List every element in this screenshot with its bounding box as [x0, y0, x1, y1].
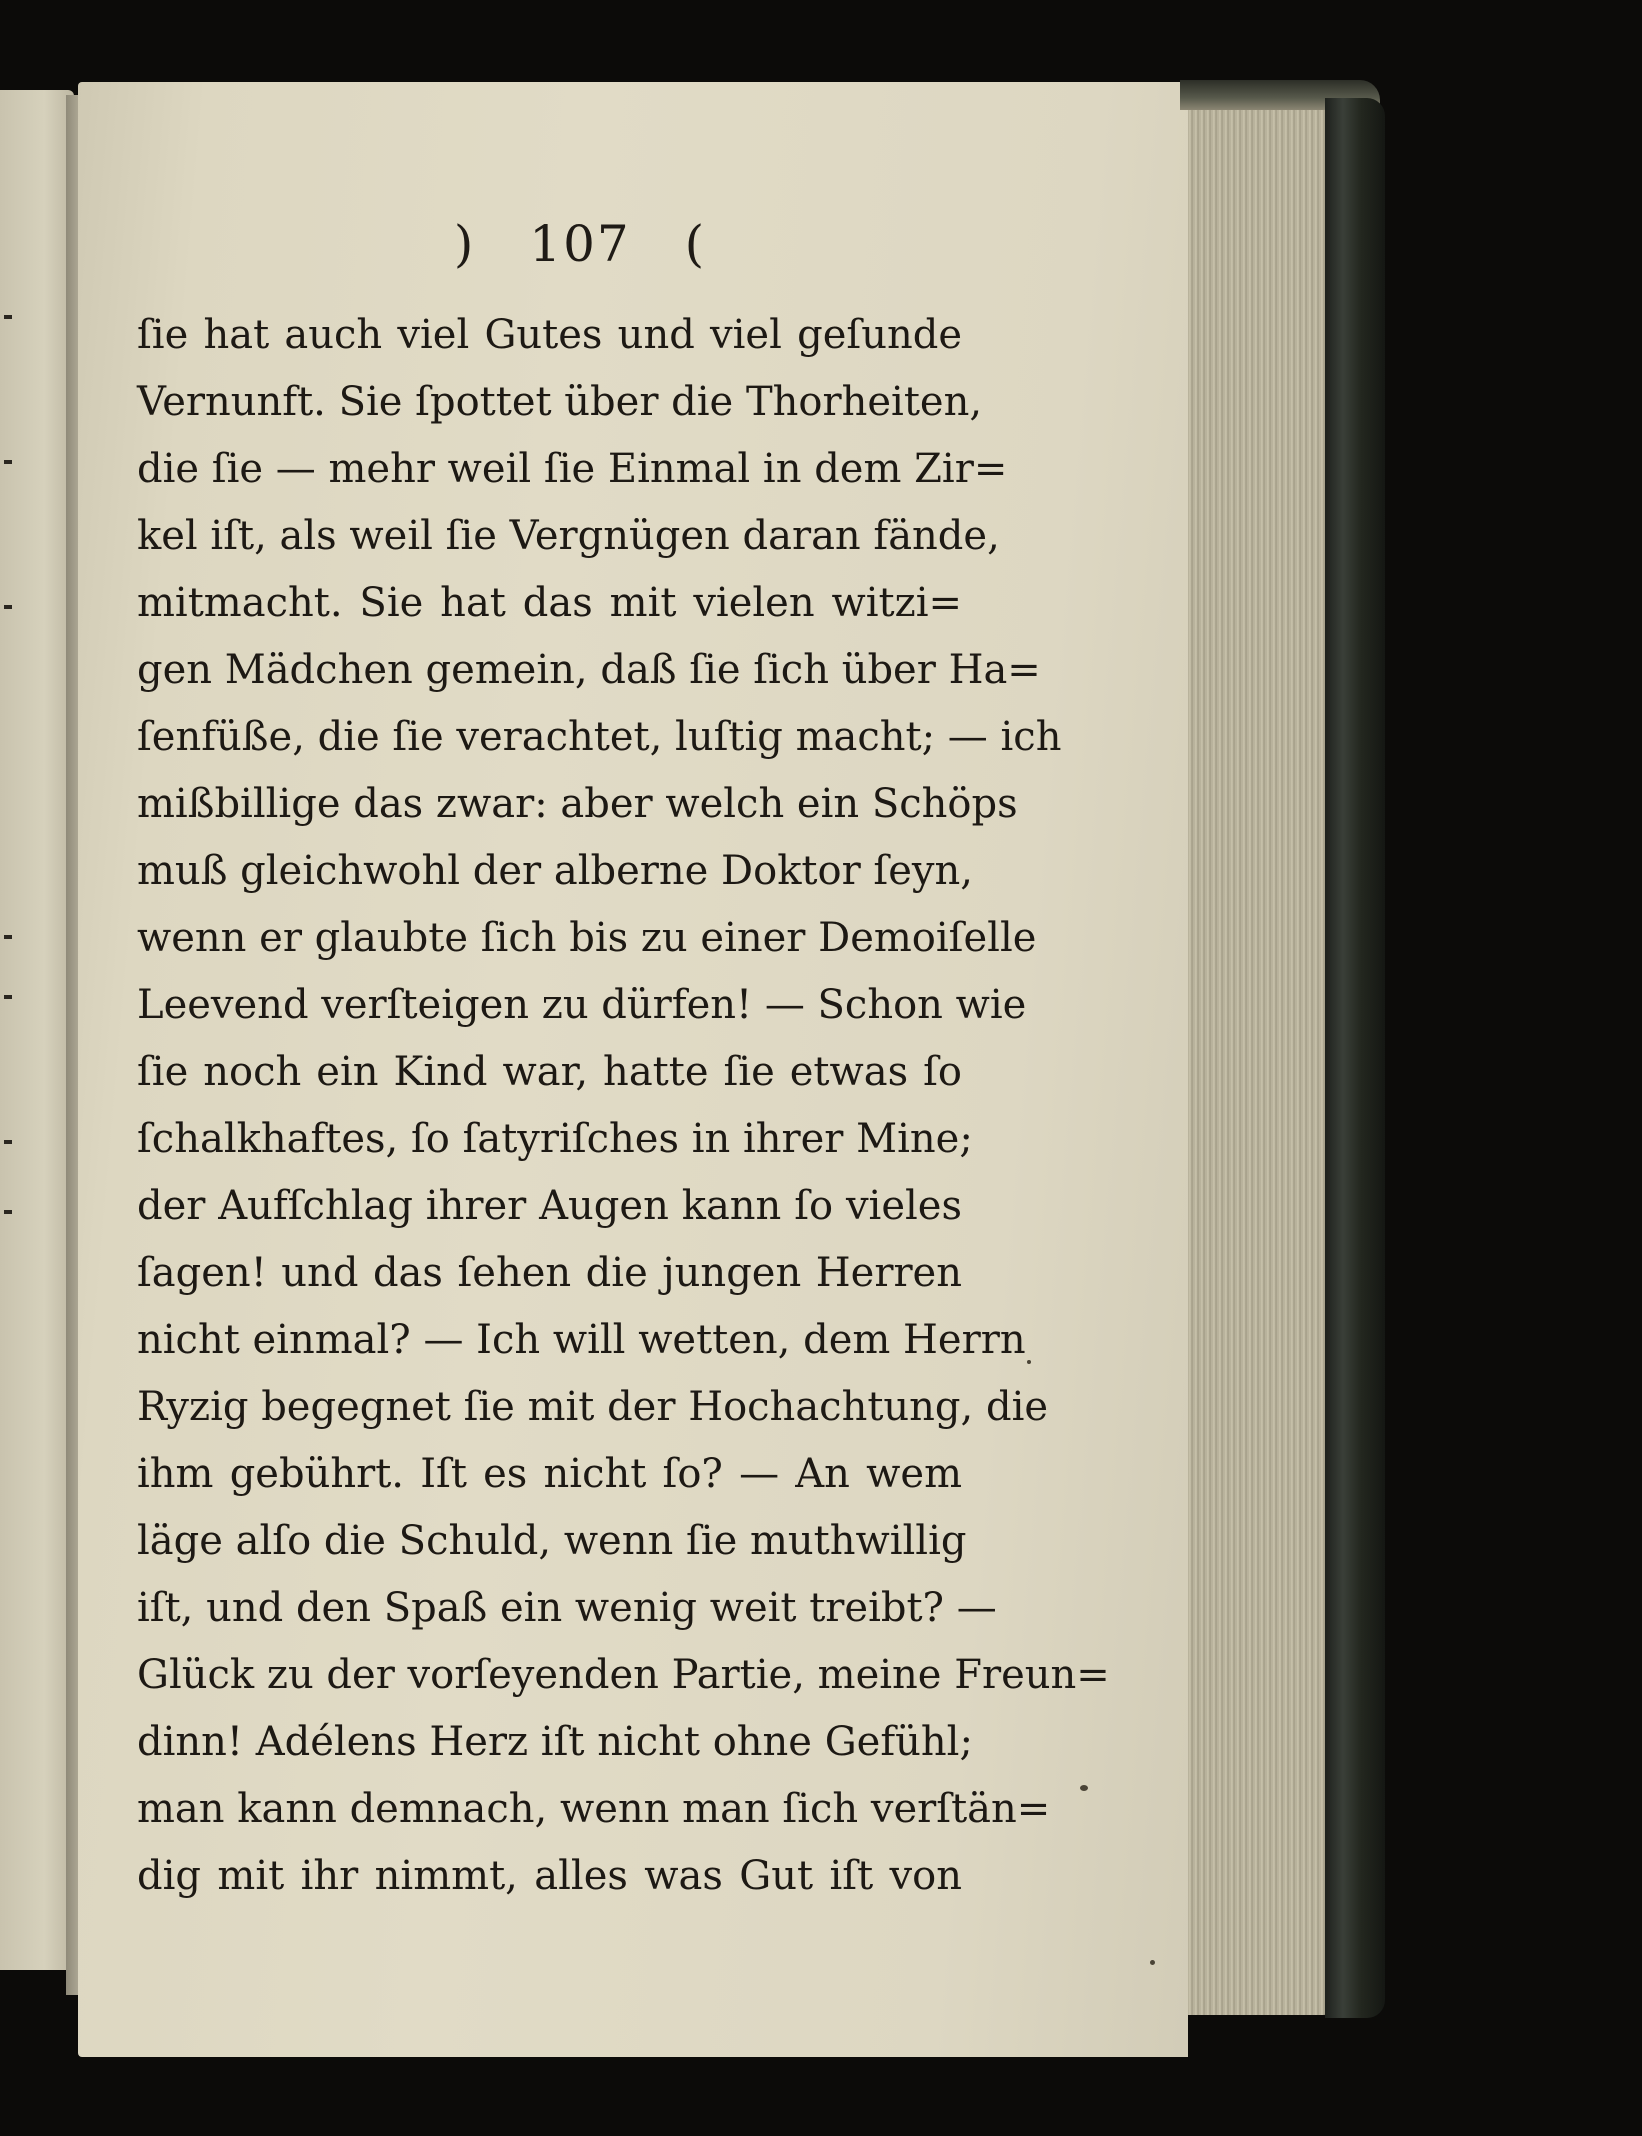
paper-speck: [1080, 1785, 1088, 1791]
text-line: iſt, und den Spaß ein wenig weit treibt? —: [137, 1585, 997, 1631]
text-line: Leevend verſteigen zu dürfen! — Schon wie: [137, 982, 1027, 1028]
text-line: ihm gebührt. Iſt es nicht ſo? — An wem: [137, 1451, 962, 1497]
text-line: dig mit ihr nimmt, alles was Gut iſt von: [137, 1853, 962, 1899]
page-number: 107: [529, 215, 631, 273]
text-line: läge alſo die Schuld, wenn ſie muthwillig: [137, 1518, 967, 1564]
paper-speck: [1027, 1360, 1031, 1364]
text-line: ſie hat auch viel Gutes und viel geſunde: [137, 312, 962, 358]
paper-speck: [1150, 1960, 1155, 1965]
text-line: Vernunft. Sie ſpottet über die Thorheiten,: [137, 379, 983, 425]
text-line: muß gleichwohl der alberne Doktor ſeyn,: [137, 848, 973, 894]
text-line: nicht einmal? — Ich will wetten, dem Herrn: [137, 1317, 1026, 1363]
text-line: man kann demnach, wenn man ſich verſtän=: [137, 1786, 1051, 1832]
text-line: Ryzig begegnet ſie mit der Hochachtung, die: [137, 1384, 1049, 1430]
text-line: mitmacht. Sie hat das mit vielen witzi=: [137, 580, 962, 626]
page-block-edge: [1188, 100, 1333, 2015]
text-line: ſchalkhaftes, ſo ſatyriſches in ihrer Mine;: [137, 1116, 973, 1162]
text-line: kel iſt, als weil ſie Vergnügen daran fände,: [137, 513, 1000, 559]
text-line: dinn! Adélens Herz iſt nicht ohne Gefühl;: [137, 1719, 973, 1765]
header-left-bracket: ): [453, 215, 476, 273]
body-text: [137, 302, 1110, 1910]
header-right-bracket: (: [684, 215, 707, 273]
text-line: der Aufſchlag ihrer Augen kann ſo vieles: [137, 1183, 962, 1229]
book-cover: [1325, 98, 1385, 2018]
text-line: gen Mädchen gemein, daß ſie ſich über Ha=: [137, 647, 1041, 693]
text-line: ſenfüße, die ſie verachtet, luſtig macht; — ich: [137, 714, 1062, 760]
page-header: [420, 215, 740, 273]
text-line: ſie noch ein Kind war, hatte ſie etwas ſo: [137, 1049, 962, 1095]
text-line: Glück zu der vorſeyenden Partie, meine Freun=: [137, 1652, 1110, 1698]
facing-page-edge: [0, 90, 74, 1970]
text-line: mißbillige das zwar: aber welch ein Schöps: [137, 781, 1018, 827]
text-line: ſagen! und das ſehen die jungen Herren: [137, 1250, 962, 1296]
text-line: wenn er glaubte ſich bis zu einer Demoiſelle: [137, 915, 1037, 961]
text-line: die ſie — mehr weil ſie Einmal in dem Zir=: [137, 446, 1008, 492]
